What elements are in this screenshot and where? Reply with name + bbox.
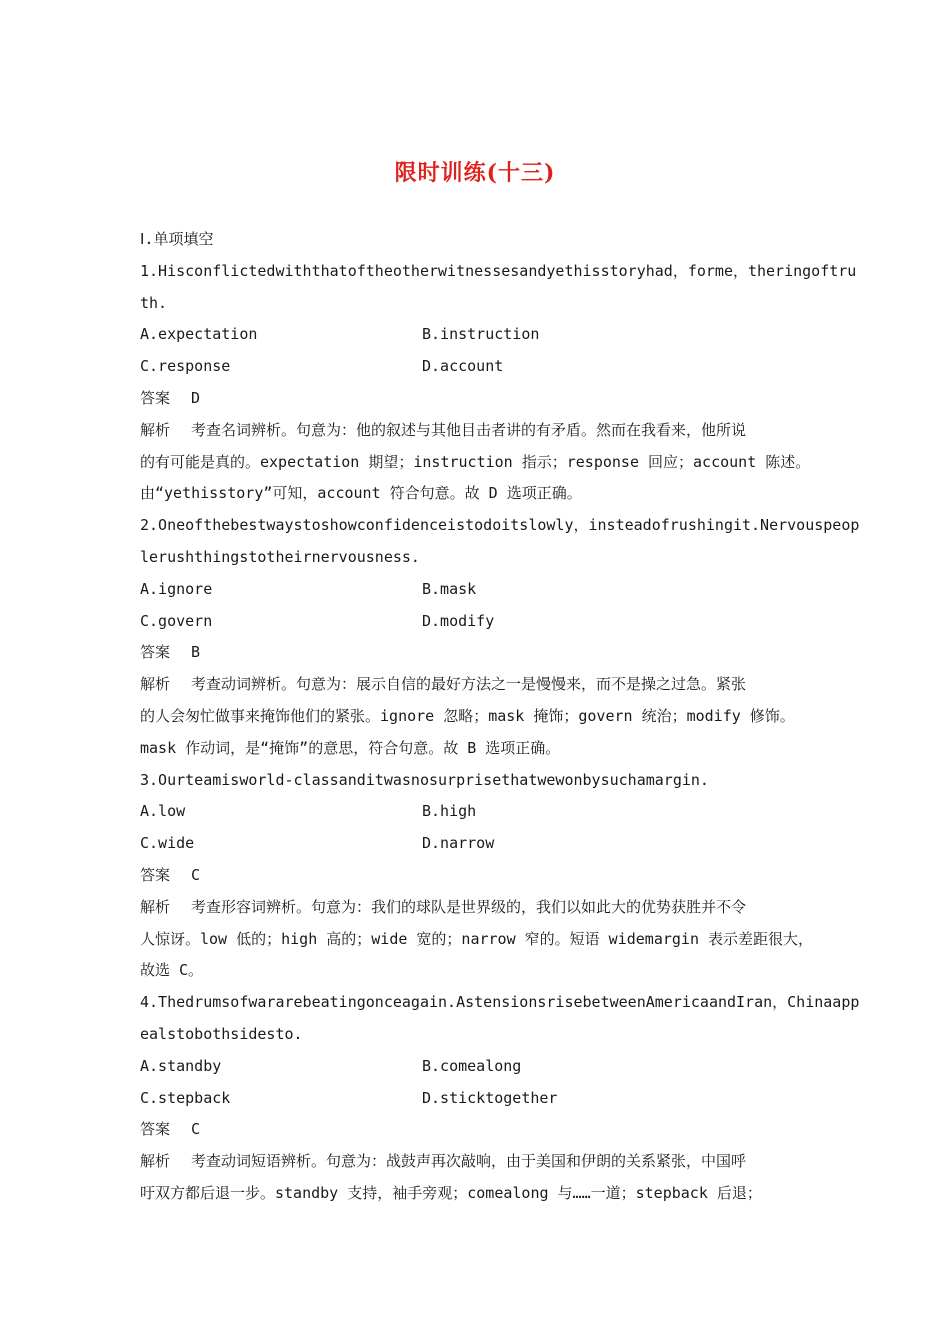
option-a: A.standby xyxy=(140,1056,222,1075)
question-stem-line: th. xyxy=(140,293,168,312)
option-d: D.sticktogether xyxy=(422,1088,558,1107)
option-a: A.low xyxy=(140,802,186,821)
option-row xyxy=(140,574,820,606)
option-a: A.expectation xyxy=(140,325,258,344)
option-c: C.wide xyxy=(140,834,195,853)
question-4 xyxy=(140,987,860,1210)
option-row xyxy=(140,828,820,860)
analysis-text: 考查动词辨析。句意为：展示自信的最好方法之一是慢慢来，而不是操之过急。紧张 xyxy=(191,675,747,694)
question-stem-line: 2.Oneofthebestwaystoshowconfidenceistodoitslowly，insteadofrushingit.Nervouspeop xyxy=(140,516,860,535)
answer-label: 答案 xyxy=(140,865,171,884)
analysis-text: 考查形容词辨析。句意为：我们的球队是世界级的，我们以如此大的优势获胜并不令 xyxy=(191,897,747,916)
answer-label: 答案 xyxy=(140,1120,171,1139)
answer-line xyxy=(140,637,820,669)
analysis-label: 解析 xyxy=(140,420,171,439)
option-b: B.instruction xyxy=(422,325,540,344)
question-1 xyxy=(140,256,857,510)
answer-line xyxy=(140,383,820,415)
option-row xyxy=(140,1083,820,1115)
option-b: B.high xyxy=(422,802,477,821)
option-c: C.govern xyxy=(140,611,213,630)
question-stem-line: 4.Thedrumsofwararebeatingonceagain.AstensionsrisebetweenAmericaandIran，Chinaapp xyxy=(140,993,860,1012)
analysis-label: 解析 xyxy=(140,675,171,694)
analysis-line xyxy=(140,669,820,701)
option-row xyxy=(140,1051,820,1083)
question-stem-line: ealstobothsidesto. xyxy=(140,1024,303,1043)
option-b: B.mask xyxy=(422,579,477,598)
option-d: D.modify xyxy=(422,611,495,630)
analysis-label: 解析 xyxy=(140,897,171,916)
analysis-text: 的人会匆忙做事来掩饰他们的紧张。ignore 忽略；mask 掩饰；govern 统治；modify 修饰。 xyxy=(140,706,795,725)
option-c: C.response xyxy=(140,357,231,376)
option-row xyxy=(140,796,820,828)
option-row xyxy=(140,351,820,383)
document-body xyxy=(140,224,860,1210)
analysis-text: 人惊讶。low 低的；high 高的；wide 宽的；narrow 窄的。短语 widemargin 表示差距很大， xyxy=(140,929,814,948)
answer-value: C xyxy=(191,1120,201,1139)
option-row xyxy=(140,606,820,638)
section-heading: Ⅰ.单项填空 xyxy=(140,230,214,248)
analysis-line xyxy=(140,415,820,447)
answer-line xyxy=(140,860,820,892)
analysis-line xyxy=(140,892,820,924)
analysis-label: 解析 xyxy=(140,1152,171,1171)
answer-label: 答案 xyxy=(140,643,171,662)
analysis-text: 由“yethisstory”可知，account 符合句意。故 D 选项正确。 xyxy=(140,484,582,503)
option-b: B.comealong xyxy=(422,1056,522,1075)
answer-value: C xyxy=(191,865,201,884)
answer-line xyxy=(140,1114,820,1146)
option-row xyxy=(140,319,820,351)
analysis-text: 考查名词辨析。句意为：他的叙述与其他目击者讲的有矛盾。然而在我看来，他所说 xyxy=(191,420,747,439)
question-stem-line: 1.Hisconflictedwiththatoftheotherwitnessesandyethisstoryhad，forme，theringoftru xyxy=(140,261,857,280)
answer-label: 答案 xyxy=(140,388,171,407)
question-stem-line: 3.Ourteamisworld-classanditwasnosurprisethatwewonbysuchamargin. xyxy=(140,770,709,789)
question-stem-line: lerushthingstotheirnervousness. xyxy=(140,547,420,566)
analysis-text: 故选 C。 xyxy=(140,961,204,980)
question-2 xyxy=(140,510,860,764)
analysis-text: 的有可能是真的。expectation 期望；instruction 指示；response 回应；account 陈述。 xyxy=(140,452,811,471)
analysis-text: 考查动词短语辨析。句意为：战鼓声再次敲响，由于美国和伊朗的关系紧张，中国呼 xyxy=(191,1152,747,1171)
option-a: A.ignore xyxy=(140,579,213,598)
question-3 xyxy=(140,765,820,988)
analysis-line xyxy=(140,1146,820,1178)
option-c: C.stepback xyxy=(140,1088,231,1107)
option-d: D.narrow xyxy=(422,834,495,853)
analysis-text: mask 作动词，是“掩饰”的意思，符合句意。故 B 选项正确。 xyxy=(140,738,561,757)
option-d: D.account xyxy=(422,357,504,376)
page-title: 限时训练(十三) xyxy=(394,160,556,186)
answer-value: D xyxy=(191,388,201,407)
analysis-text: 吁双方都后退一步。standby 支持，袖手旁观；comealong 与……一道；stepback 后退； xyxy=(140,1183,762,1202)
answer-value: B xyxy=(191,643,201,662)
